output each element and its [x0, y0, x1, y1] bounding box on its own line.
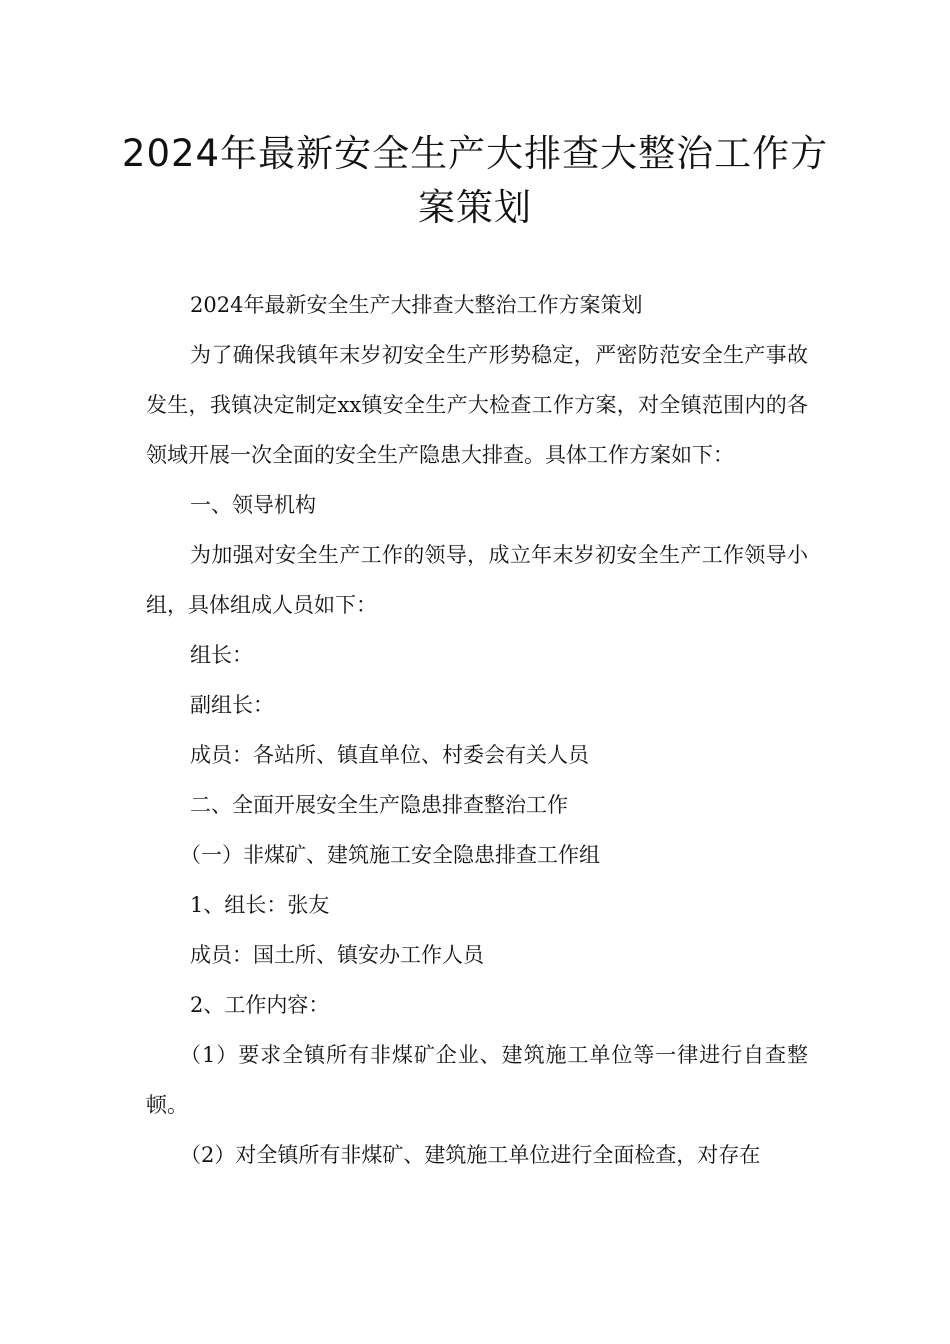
- document-title: 2024年最新安全生产大排查大整治工作方案策划: [121, 132, 829, 229]
- paragraph-item-2: （2）对全镇所有非煤矿、建筑施工单位进行全面检查，对存在: [180, 1143, 761, 1167]
- section-heading-leadership: 一、领导机构: [190, 493, 316, 517]
- paragraph-members: 成员：各站所、镇直单位、村委会有关人员: [190, 743, 589, 767]
- paragraph-subtitle: 2024年最新安全生产大排查大整治工作方案策划: [190, 293, 643, 317]
- paragraph-item-1: （1）要求全镇所有非煤矿企业、建筑施工单位等一律进行自查整顿。: [146, 1043, 808, 1117]
- paragraph-intro: 为了确保我镇年末岁初安全生产形势稳定，严密防范安全生产事故发生，我镇决定制定xx镇安全生产大检查工作方案，对全镇范围内的各领域开展一次全面的安全生产隐患大排查。具体工作方案如下：: [146, 343, 808, 467]
- section-heading-inspection: 二、全面开展安全生产隐患排查整治工作: [190, 793, 568, 817]
- paragraph-work-content: 2、工作内容：: [190, 993, 330, 1017]
- paragraph-group-members: 成员：国土所、镇安办工作人员: [190, 943, 484, 967]
- paragraph-group-leader: 1、组长：张友: [190, 893, 330, 917]
- paragraph-deputy-leader: 副组长：: [190, 693, 274, 717]
- subsection-heading-nonmine: （一）非煤矿、建筑施工安全隐患排查工作组: [180, 843, 600, 867]
- paragraph-leadership: 为加强对安全生产工作的领导，成立年末岁初安全生产工作领导小组，具体组成人员如下：: [146, 543, 808, 617]
- paragraph-leader: 组长：: [190, 643, 253, 667]
- document-body: [146, 280, 808, 1180]
